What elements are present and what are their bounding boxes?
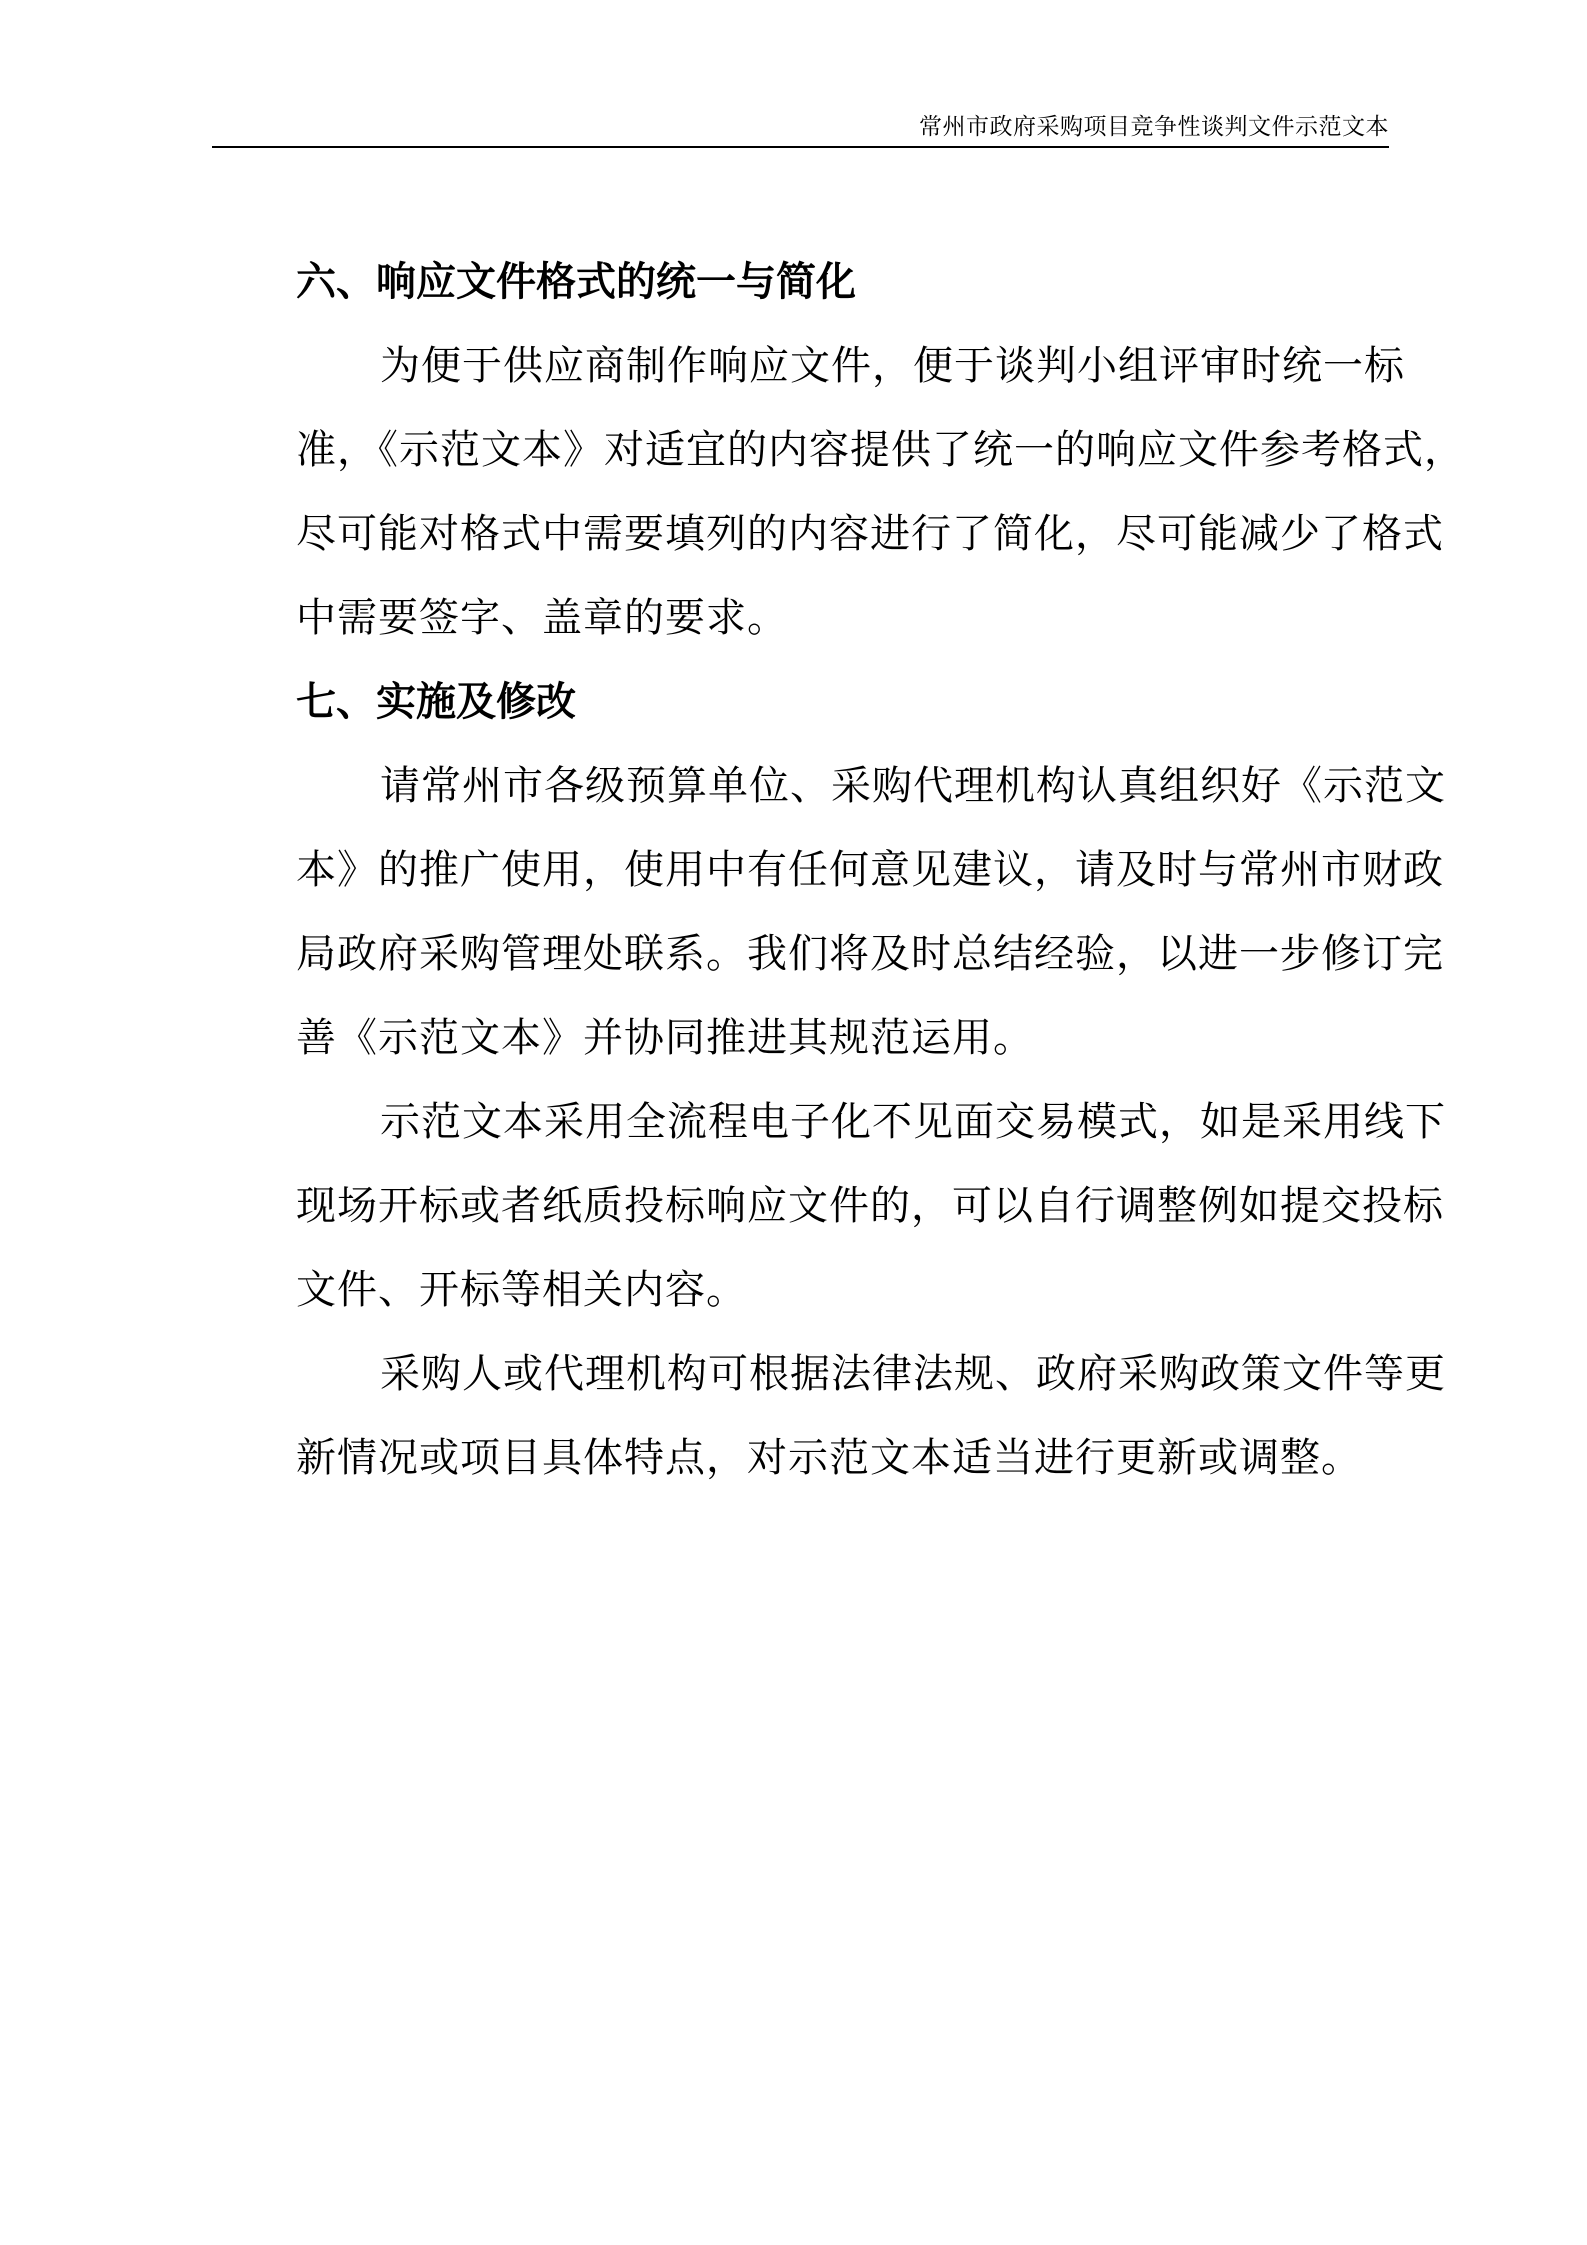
paragraph-line: 准，《示范文本》对适宜的内容提供了统一的响应文件参考格式， <box>296 427 1465 473</box>
paragraph-line: 请常州市各级预算单位、采购代理机构认真组织好《示范文 <box>380 763 1446 809</box>
paragraph-line: 现场开标或者纸质投标响应文件的，可以自行调整例如提交投标 <box>296 1183 1444 1229</box>
paragraph-line: 示范文本采用全流程电子化不见面交易模式，如是采用线下 <box>380 1099 1446 1145</box>
paragraph-line: 为便于供应商制作响应文件，便于谈判小组评审时统一标 <box>380 343 1405 389</box>
paragraph-line: 中需要签字、盖章的要求。 <box>296 595 788 641</box>
section-7-paragraph-1 <box>212 744 1446 1080</box>
section-6-heading: 六、响应文件格式的统一与简化 <box>296 258 856 305</box>
paragraph-line: 局政府采购管理处联系。我们将及时总结经验，以进一步修订完 <box>296 931 1444 977</box>
section-7-heading: 七、实施及修改 <box>296 678 576 725</box>
page-header <box>212 110 1389 148</box>
section-6-paragraph <box>212 324 1465 660</box>
header-title: 常州市政府采购项目竞争性谈判文件示范文本 <box>919 114 1389 140</box>
paragraph-line: 本》的推广使用，使用中有任何意见建议，请及时与常州市财政 <box>296 847 1444 893</box>
paragraph-line: 新情况或项目具体特点，对示范文本适当进行更新或调整。 <box>296 1435 1362 1481</box>
paragraph-line: 采购人或代理机构可根据法律法规、政府采购政策文件等更 <box>380 1351 1446 1397</box>
document-body <box>212 240 1465 1500</box>
paragraph-line: 文件、开标等相关内容。 <box>296 1267 747 1313</box>
section-7-paragraph-2 <box>212 1080 1446 1332</box>
paragraph-line: 尽可能对格式中需要填列的内容进行了简化，尽可能减少了格式 <box>296 511 1444 557</box>
paragraph-line: 善《示范文本》并协同推进其规范运用。 <box>296 1015 1034 1061</box>
section-7-paragraph-3 <box>212 1332 1446 1500</box>
